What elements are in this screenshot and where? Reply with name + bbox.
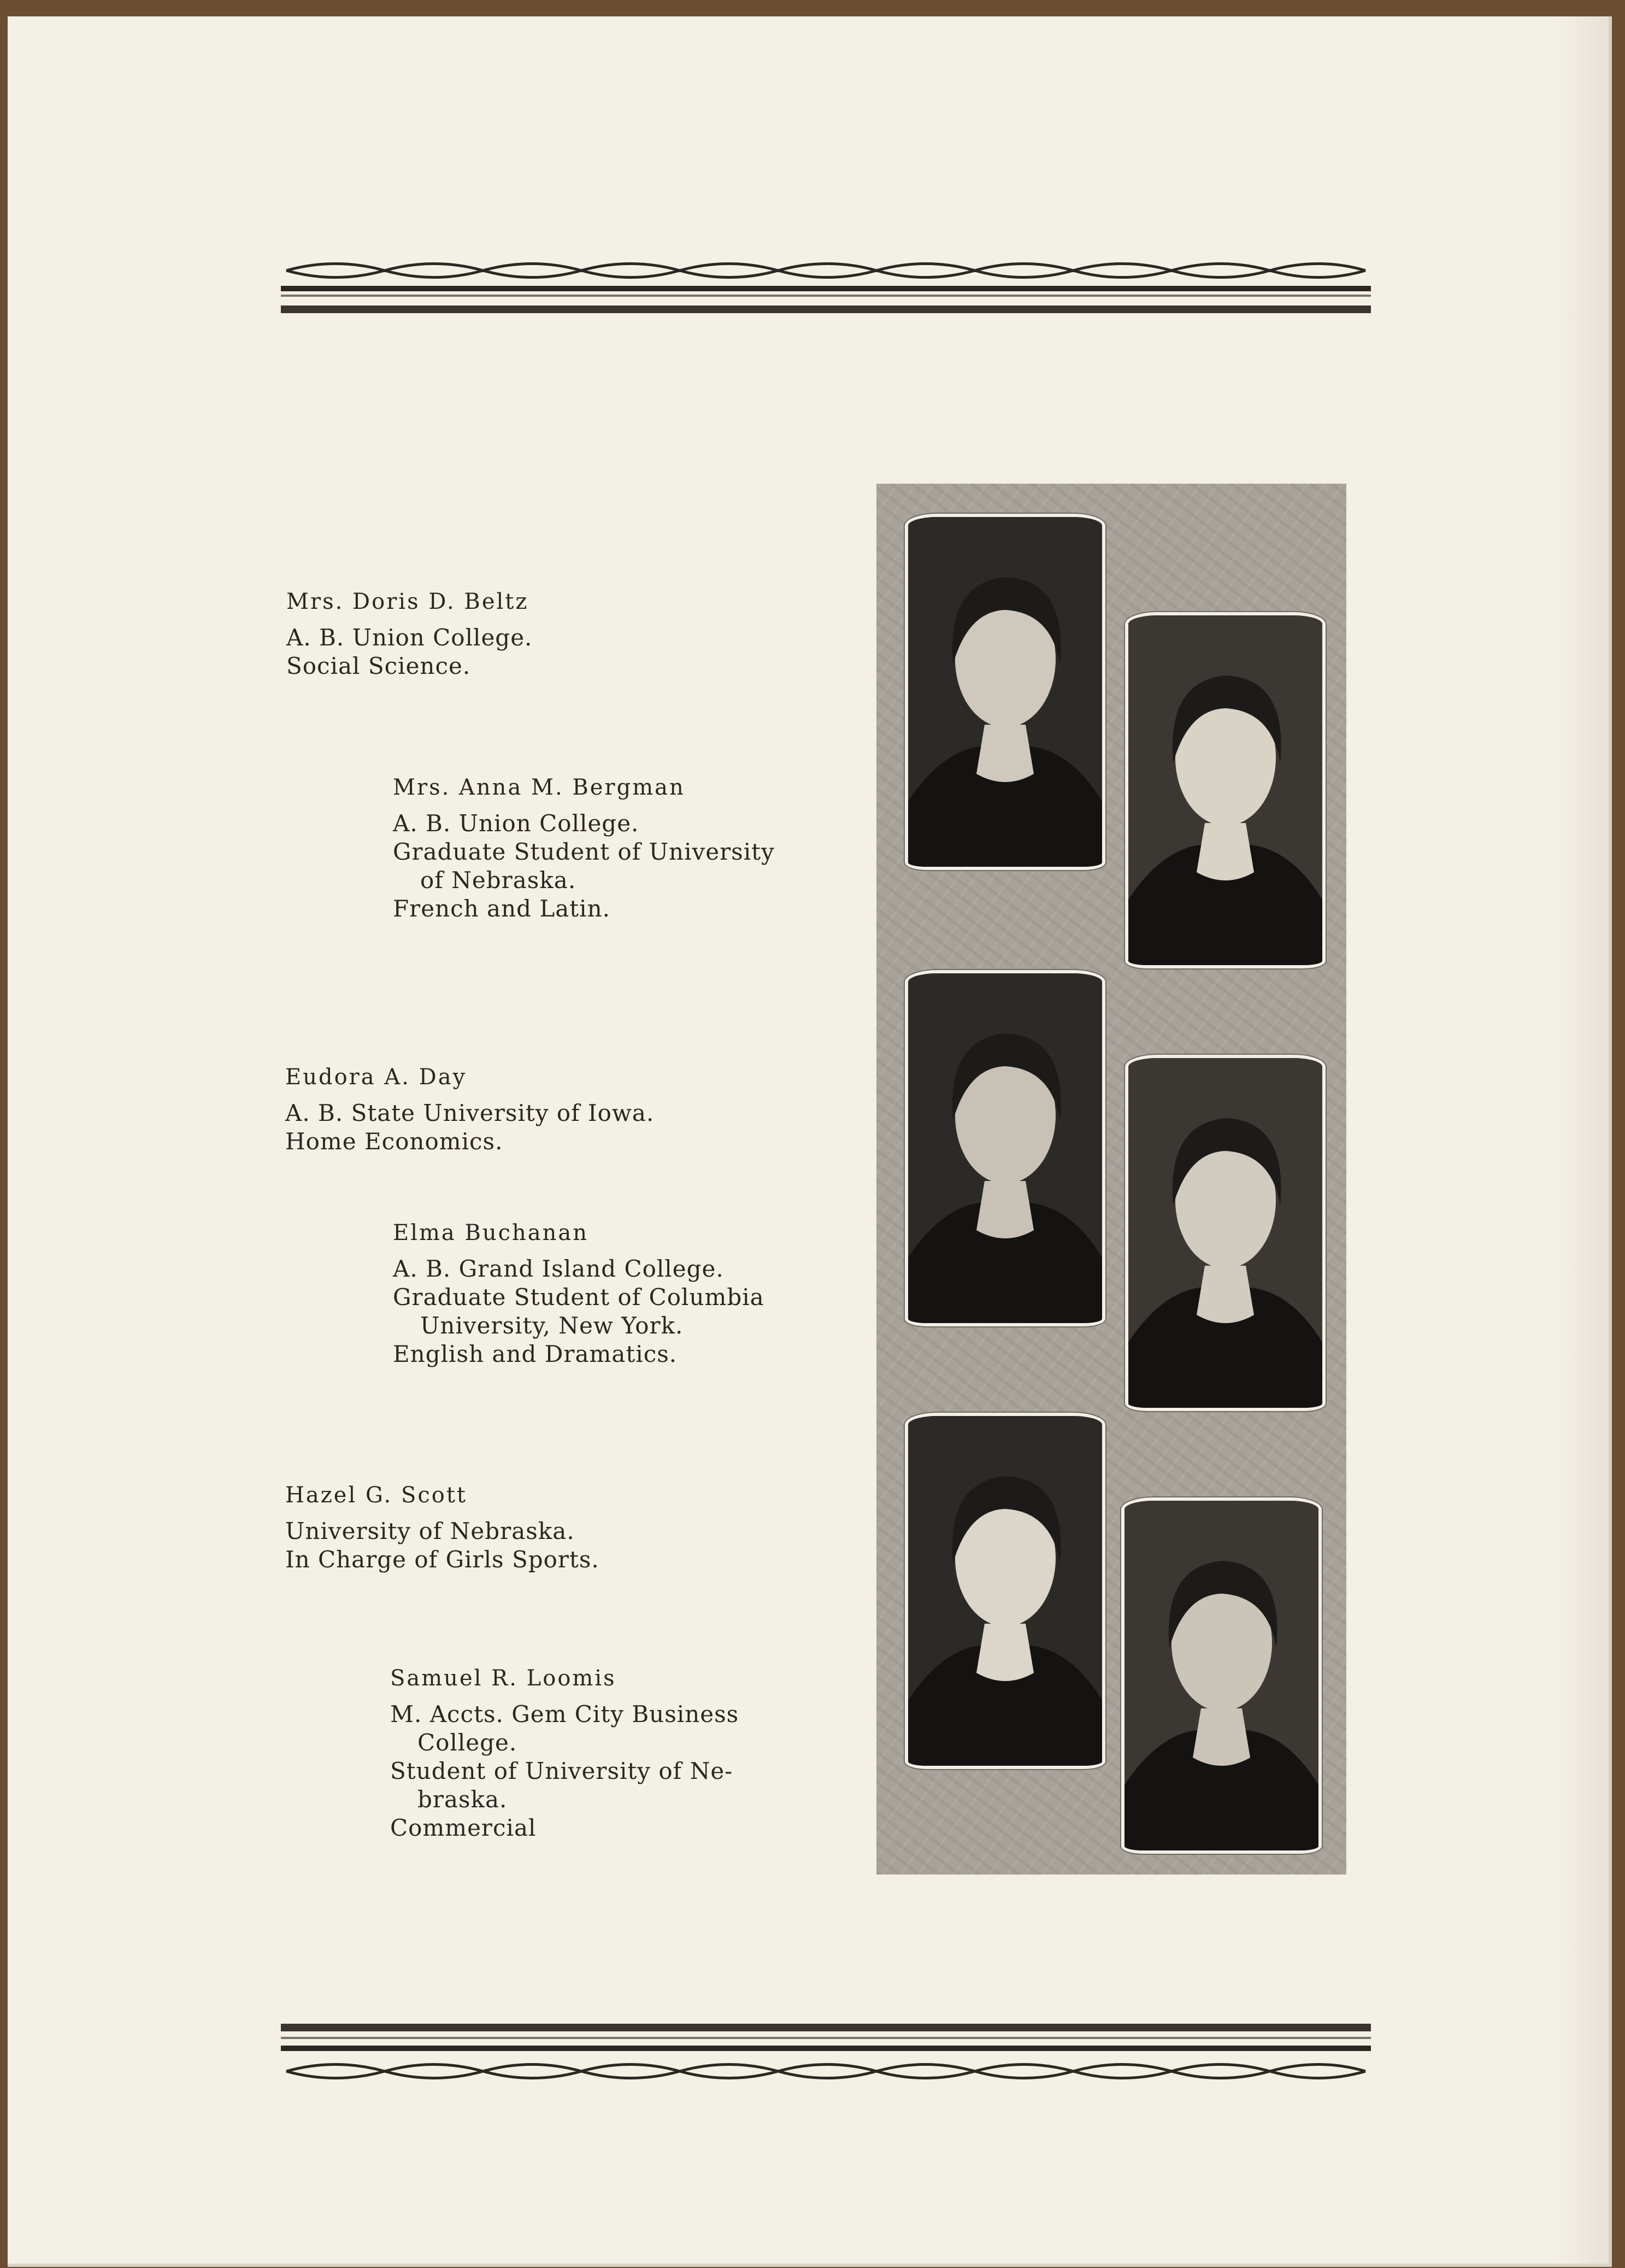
faculty-name: Eudora A. Day <box>285 1065 467 1090</box>
portrait-photo-buchanan <box>1125 1055 1326 1411</box>
portrait-illustration <box>1128 615 1322 965</box>
faculty-detail-line: A. B. Union College. <box>393 810 639 837</box>
faculty-detail-line: Commercial <box>390 1814 537 1841</box>
faculty-detail-line: A. B. Grand Island College. <box>393 1255 724 1282</box>
portrait-illustration <box>908 973 1102 1323</box>
faculty-name: Elma Buchanan <box>393 1220 589 1245</box>
portrait-illustration <box>908 517 1102 867</box>
faculty-entry-buchanan <box>393 1219 764 1368</box>
faculty-detail-line: braska. <box>417 1786 508 1813</box>
faculty-name: Mrs. Anna M. Bergman <box>393 775 685 800</box>
portrait-photo-loomis <box>1121 1497 1322 1854</box>
faculty-detail-line: A. B. Union College. <box>286 624 533 651</box>
faculty-entry-beltz <box>286 587 532 680</box>
portrait-illustration <box>1124 1501 1318 1850</box>
faculty-entry-day <box>285 1063 654 1156</box>
faculty-detail-line: Home Economics. <box>285 1128 503 1155</box>
portrait-photo-day <box>905 970 1105 1326</box>
portrait-illustration <box>1128 1058 1322 1408</box>
faculty-detail-line: University, New York. <box>420 1312 684 1339</box>
faculty-detail-line: A. B. State University of Iowa. <box>285 1100 655 1126</box>
faculty-entry-scott <box>285 1481 599 1574</box>
faculty-detail-line: University of Nebraska. <box>285 1518 575 1544</box>
faculty-detail-line: In Charge of Girls Sports. <box>285 1546 599 1573</box>
faculty-detail-line: English and Dramatics. <box>393 1341 678 1367</box>
faculty-detail-line: of Nebraska. <box>420 867 576 894</box>
portrait-photo-bergman <box>1125 612 1326 968</box>
faculty-detail-line: College. <box>417 1729 517 1756</box>
portrait-photo-beltz <box>905 514 1105 870</box>
bottom-ornamental-border <box>281 2019 1371 2096</box>
portrait-photo-scott <box>905 1413 1105 1769</box>
faculty-name: Samuel R. Loomis <box>390 1666 616 1691</box>
faculty-detail-line: Graduate Student of University <box>393 838 775 865</box>
page-spine-shadow <box>1554 16 1609 2264</box>
faculty-detail-line: French and Latin. <box>393 895 611 922</box>
top-ornamental-border <box>281 249 1371 325</box>
faculty-detail-line: Student of University of Ne- <box>390 1758 733 1784</box>
portrait-panel <box>876 484 1346 1875</box>
faculty-name: Mrs. Doris D. Beltz <box>286 589 529 614</box>
faculty-entry-bergman <box>393 773 775 923</box>
faculty-detail-line: M. Accts. Gem City Business <box>390 1701 739 1728</box>
portrait-illustration <box>908 1416 1102 1766</box>
faculty-entry-loomis <box>390 1664 739 1842</box>
faculty-detail-line: Social Science. <box>286 653 471 679</box>
faculty-detail-line: Graduate Student of Columbia <box>393 1284 764 1311</box>
yearbook-page <box>8 16 1612 2267</box>
faculty-name: Hazel G. Scott <box>285 1483 467 1508</box>
